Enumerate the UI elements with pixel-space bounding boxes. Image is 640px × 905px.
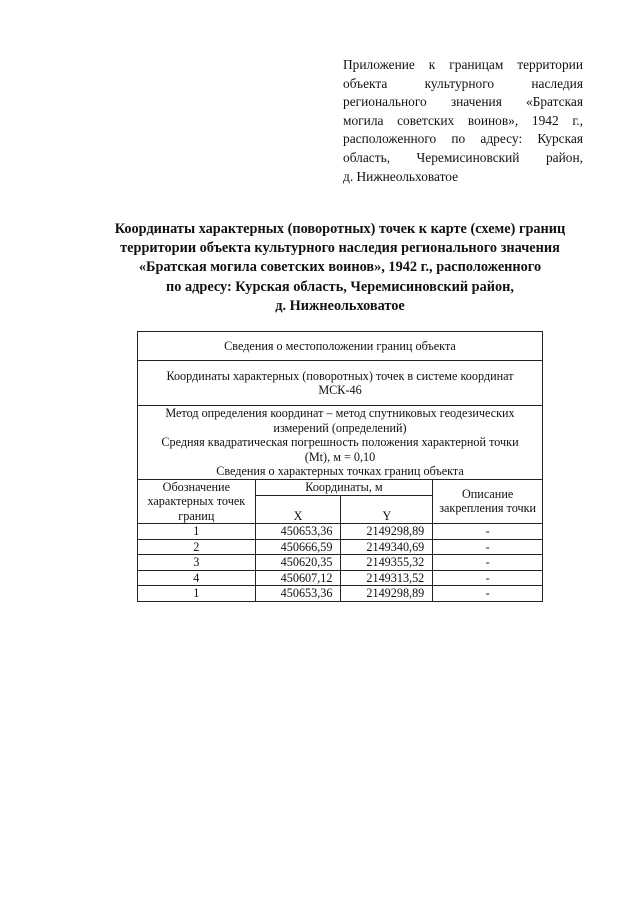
section-line: МСК-46: [318, 383, 362, 397]
cell-y: 2149355,32: [341, 555, 433, 571]
section-header-row: [138, 332, 543, 361]
cell-x: 450653,36: [255, 586, 341, 602]
cell-point: 1: [138, 524, 256, 540]
section-location-info: Сведения о местоположении границ объекта: [138, 332, 543, 361]
title-line: «Братская могила советских воинов», 1942 г., расположенного: [138, 259, 542, 276]
cell-description: -: [433, 570, 543, 586]
section-line: измерений (определений): [273, 420, 407, 435]
cell-x: 450620,35: [255, 555, 341, 571]
table-row: [138, 570, 543, 586]
title-line: по адресу: Курская область, Черемисиновский район,: [166, 278, 514, 295]
cell-point: 3: [138, 555, 256, 571]
column-header-point: Обозначение характерных точек границ: [138, 479, 256, 524]
cell-x: 450666,59: [255, 539, 341, 555]
appendix-line: могила советских воинов», 1942 г.,: [343, 112, 583, 128]
section-line: Средняя квадратическая погрешность положения характерной точки: [161, 435, 519, 449]
column-header-coords: Координаты, м: [255, 479, 433, 496]
document-title: [92, 220, 588, 316]
appendix-line: Приложение к границам территории: [343, 57, 583, 72]
column-header-row: [138, 479, 543, 496]
section-method: [138, 406, 543, 480]
cell-x: 450607,12: [255, 570, 341, 586]
section-line: Метод определения координат – метод спутниковых геодезических: [165, 406, 515, 420]
section-coordinate-system: [138, 361, 543, 406]
section-header-row: [138, 361, 543, 406]
section-line: (Mt), м = 0,10: [304, 449, 376, 464]
table-row: [138, 555, 543, 571]
appendix-line: расположенного по адресу: Курская: [343, 131, 583, 147]
appendix-line: объекта культурного наследия: [343, 75, 583, 91]
cell-description: -: [433, 539, 543, 555]
section-line: Сведения о характерных точках границ объекта: [216, 464, 464, 478]
cell-point: 2: [138, 539, 256, 555]
cell-y: 2149313,52: [341, 570, 433, 586]
appendix-line: область, Черемисиновский район,: [343, 149, 583, 165]
appendix-line: регионального значения «Братская: [343, 94, 583, 110]
column-header-y: Y: [341, 496, 433, 524]
cell-x: 450653,36: [255, 524, 341, 540]
column-header-description: Описание закрепления точки: [433, 479, 543, 524]
cell-description: -: [433, 555, 543, 571]
section-header-row: [138, 406, 543, 480]
appendix-note: [343, 56, 583, 186]
cell-description: -: [433, 524, 543, 540]
table-row: [138, 539, 543, 555]
cell-point: 1: [138, 586, 256, 602]
cell-y: 2149340,69: [341, 539, 433, 555]
cell-y: 2149298,89: [341, 524, 433, 540]
section-line: Координаты характерных (поворотных) точек в системе координат: [166, 368, 514, 383]
coordinates-table: [137, 331, 543, 602]
cell-y: 2149298,89: [341, 586, 433, 602]
table-row: [138, 524, 543, 540]
cell-point: 4: [138, 570, 256, 586]
cell-description: -: [433, 586, 543, 602]
title-line: Координаты характерных (поворотных) точек к карте (схеме) границ: [114, 221, 566, 237]
table-row: [138, 586, 543, 602]
appendix-line: д. Нижнеольховатое: [343, 168, 459, 184]
title-line: территории объекта культурного наследия регионального значения: [120, 240, 560, 257]
column-header-x: X: [255, 496, 341, 524]
title-line: д. Нижнеольховатое: [275, 297, 405, 314]
